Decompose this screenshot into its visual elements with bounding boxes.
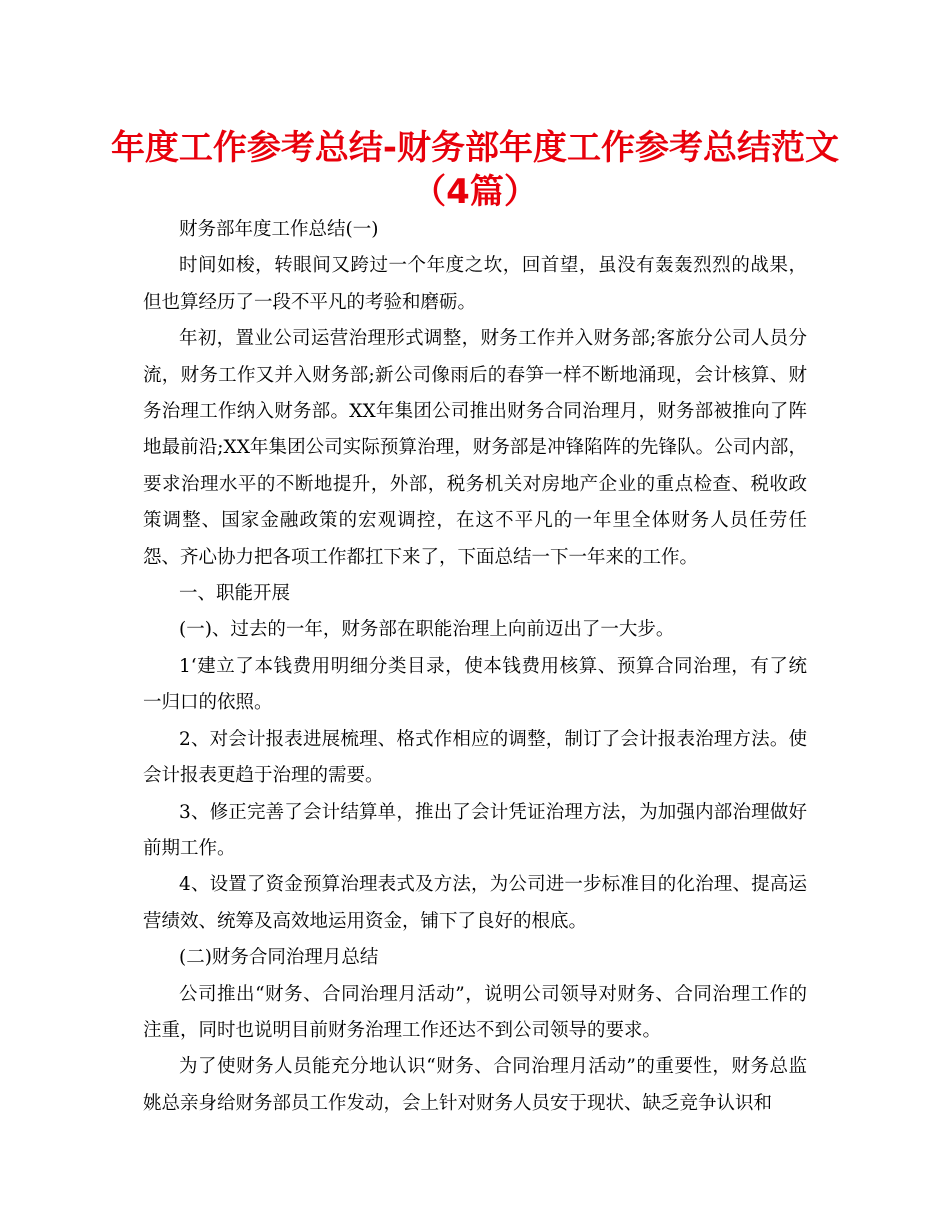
document-title-line-1: 年度工作参考总结-财务部年度工作参考总结范文 — [110, 128, 840, 168]
document-title-line-2: （4篇） — [412, 172, 538, 212]
paragraph: 公司推出“财务、合同治理月活动”，说明公司领导对财务、合同治理工作的注重，同时也说明目前财务治理工作还达不到公司领导的要求。 — [143, 983, 807, 1041]
list-item: 3、修正完善了会计结算单，推出了会计凭证治理方法，为加强内部治理做好前期工作。 — [143, 801, 807, 859]
paragraph: 年初，置业公司运营治理形式调整，财务工作并入财务部;客旅分公司人员分流，财务工作又并入财务部;新公司像雨后的春笋一样不断地涌现，会计核算、财务治理工作纳入财务部。XX年集团公司推出财务合同治理月，财务部被推向了阵地最前沿;XX年集团公司实际预算治理，财务部是冲锋陷阵的先锋队。公司内部，要求治理水平的不断地提升，外部，税务机关对房地产企业的重点检查、税收政策调整、国家金融政策的宏观调控，在这不平凡的一年里全体财务人员任劳任怨、齐心协力把各项工作都扛下来了，下面总结一下一年来的工作。 — [143, 328, 807, 568]
list-item: 2、对会计报表进展梳理、格式作相应的调整，制订了会计报表治理方法。使会计报表更趋于治理的需要。 — [143, 728, 807, 787]
section-heading: (二)财务合同治理月总结 — [179, 947, 379, 969]
list-item: 1‘建立了本钱费用明细分类目录，使本钱费用核算、预算合同治理，有了统一归口的依照。 — [143, 655, 807, 714]
paragraph: 为了使财务人员能充分地认识“财务、合同治理月活动”的重要性，财务总监姚总亲身给财务部员工作发动，会上针对财务人员安于现状、缺乏竞争认识和 — [143, 1056, 807, 1114]
document-body — [143, 212, 807, 1122]
paragraph: (一)、过去的一年，财务部在职能治理上向前迈出了一大步。 — [179, 619, 675, 641]
paragraph: 时间如梭，转眼间又跨过一个年度之坎，回首望，虽没有轰轰烈烈的战果，但也算经历了一段不平凡的考验和磨砺。 — [143, 255, 807, 313]
list-item: 4、设置了资金预算治理表式及方法，为公司进一步标准目的化治理、提高运营绩效、统筹及高效地运用资金，铺下了良好的根底。 — [143, 874, 807, 932]
section-heading: 一、职能开展 — [179, 583, 291, 605]
section-heading: 财务部年度工作总结(一) — [179, 219, 379, 240]
